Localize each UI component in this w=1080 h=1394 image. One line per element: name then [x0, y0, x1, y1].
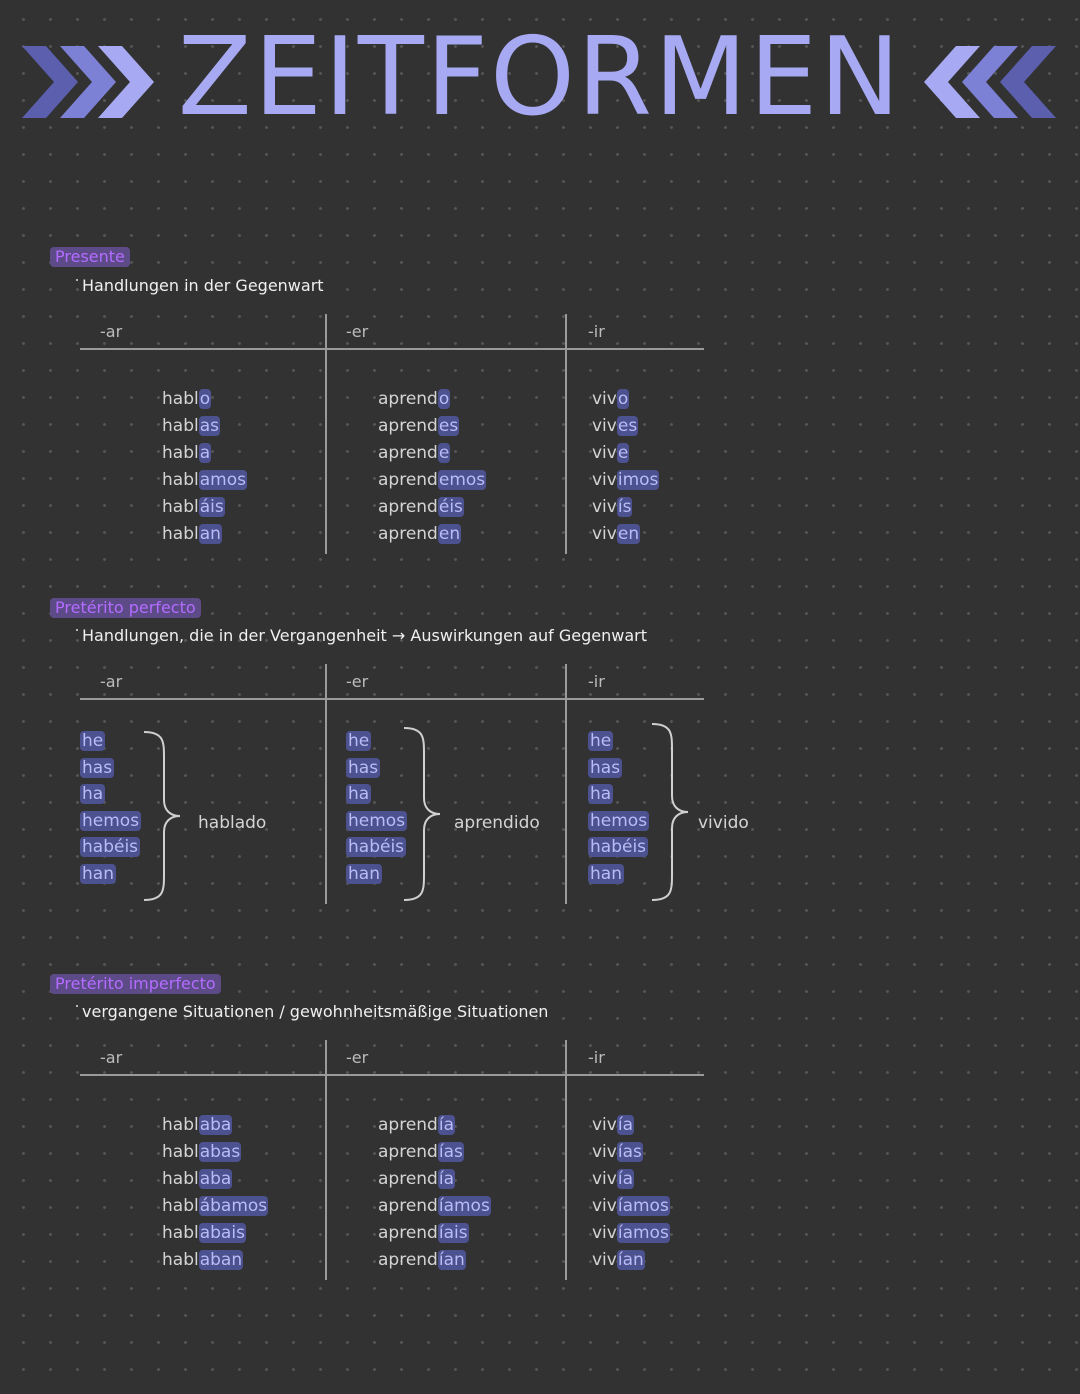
section-description-preterito-perfecto: Handlungen, die in der Vergangenheit → Auswirkungen auf Gegenwart — [82, 626, 648, 645]
column-ar — [162, 386, 247, 548]
verb-stem: aprend — [378, 1250, 438, 1270]
verb-stem: viv — [592, 497, 617, 517]
verb-ending: abas — [199, 1142, 241, 1162]
auxiliary-verb — [80, 808, 141, 835]
auxiliary-verb-text: hemos — [82, 810, 140, 831]
verb-stem: aprend — [378, 1115, 438, 1135]
auxiliary-verb — [80, 755, 141, 782]
conjugation-cell — [162, 521, 247, 548]
conjugation-cell — [378, 413, 486, 440]
conjugation-cell — [592, 440, 659, 467]
verb-stem: habl — [162, 416, 199, 436]
verb-stem: aprend — [378, 1223, 438, 1243]
verb-ending: e — [438, 443, 450, 463]
column-header-er: -er — [346, 672, 369, 691]
auxiliary-verb-text: hemos — [590, 810, 648, 831]
auxiliary-verb — [346, 834, 407, 861]
verb-stem: viv — [592, 1250, 617, 1270]
conjugation-cell — [592, 521, 659, 548]
auxiliary-verb — [80, 781, 141, 808]
verb-stem: aprend — [378, 497, 438, 517]
verb-ending: ías — [438, 1142, 463, 1162]
brace-icon — [402, 724, 446, 904]
verb-stem: viv — [592, 470, 617, 490]
conjugation-cell — [592, 1220, 670, 1247]
column-header-ar: -ar — [100, 1048, 123, 1067]
verb-stem: habl — [162, 1250, 199, 1270]
conjugation-cell — [162, 440, 247, 467]
conjugation-cell — [162, 413, 247, 440]
verb-ending: en — [617, 524, 640, 544]
verb-stem: habl — [162, 1142, 199, 1162]
auxiliary-verb-text: habéis — [82, 837, 139, 857]
verb-stem: aprend — [378, 443, 438, 463]
auxiliary-verb-text: has — [82, 757, 113, 778]
verb-stem: habl — [162, 1223, 199, 1243]
page-title: ZEITFORMEN — [177, 15, 903, 140]
verb-ending: es — [438, 416, 459, 436]
verb-stem: viv — [592, 1223, 617, 1243]
conjugation-cell — [378, 440, 486, 467]
auxiliary-verb-text: habéis — [590, 837, 647, 857]
conjugation-cell — [592, 494, 659, 521]
verb-ending: as — [199, 416, 219, 436]
auxiliary-verb-text: ha — [590, 784, 612, 804]
verb-stem: viv — [592, 1115, 617, 1135]
conjugation-cell — [592, 467, 659, 494]
verb-stem: habl — [162, 497, 199, 517]
verb-ending: amos — [199, 470, 246, 490]
verb-stem: aprend — [378, 1169, 438, 1189]
auxiliary-verb — [588, 781, 649, 808]
verb-stem: viv — [592, 524, 617, 544]
auxiliary-verb-text: has — [590, 757, 621, 778]
auxiliary-verb-text: han — [348, 863, 380, 884]
verb-ending: imos — [617, 470, 659, 490]
verb-ending: ía — [617, 1115, 633, 1135]
verb-ending: ís — [617, 497, 632, 517]
participle-ar: hablado — [198, 813, 267, 833]
column-er — [378, 386, 486, 548]
verb-stem: viv — [592, 1142, 617, 1162]
verb-stem: aprend — [378, 1196, 438, 1216]
auxiliary-verb — [346, 755, 407, 782]
auxiliary-list-ar — [80, 728, 141, 887]
verb-stem: aprend — [378, 389, 438, 409]
verb-ending: ía — [438, 1169, 454, 1189]
title-row — [0, 15, 1080, 140]
column-divider — [325, 314, 327, 554]
conjugation-cell — [162, 1139, 268, 1166]
auxiliary-verb — [346, 781, 407, 808]
auxiliary-verb-text: han — [82, 863, 114, 884]
table-divider — [80, 348, 704, 350]
verb-ending: ían — [438, 1250, 465, 1270]
conjugation-cell — [378, 494, 486, 521]
auxiliary-verb-text: ha — [82, 784, 104, 804]
column-divider — [565, 314, 567, 554]
verb-ending: aba — [199, 1169, 232, 1189]
conjugation-table-preterito-perfecto — [80, 672, 749, 912]
column-header-ir: -ir — [588, 1048, 605, 1067]
verb-stem: habl — [162, 389, 199, 409]
verb-stem: habl — [162, 1115, 199, 1135]
conjugation-cell — [378, 521, 486, 548]
auxiliary-list-er — [346, 728, 407, 887]
auxiliary-verb — [346, 728, 407, 755]
conjugation-cell — [592, 386, 659, 413]
verb-stem: habl — [162, 470, 199, 490]
conjugation-cell — [162, 1220, 268, 1247]
verb-ending: íamos — [617, 1223, 669, 1243]
conjugation-cell — [162, 386, 247, 413]
verb-ending: an — [199, 524, 221, 544]
verb-stem: viv — [592, 1196, 617, 1216]
auxiliary-verb — [80, 861, 141, 888]
conjugation-cell — [162, 1193, 268, 1220]
auxiliary-verb — [588, 861, 649, 888]
participle-er: aprendido — [454, 813, 540, 833]
column-header-ir: -ir — [588, 672, 605, 691]
column-ir — [592, 1112, 670, 1274]
verb-ending: íais — [438, 1223, 468, 1243]
verb-ending: ía — [438, 1115, 454, 1135]
auxiliary-verb-text: has — [348, 757, 379, 778]
verb-stem: aprend — [378, 1142, 438, 1162]
auxiliary-verb-text: hemos — [348, 810, 406, 831]
verb-ending: o — [199, 389, 211, 409]
table-divider — [80, 698, 704, 700]
verb-ending: íamos — [617, 1196, 669, 1216]
verb-stem: viv — [592, 1169, 617, 1189]
auxiliary-verb — [588, 808, 649, 835]
verb-stem: aprend — [378, 470, 438, 490]
verb-stem: aprend — [378, 416, 438, 436]
verb-ending: íamos — [438, 1196, 490, 1216]
conjugation-cell — [378, 1247, 491, 1274]
auxiliary-verb-text: ha — [348, 784, 370, 804]
column-header-er: -er — [346, 322, 369, 341]
brace-icon — [650, 720, 694, 904]
conjugation-cell — [592, 413, 659, 440]
verb-ending: ías — [617, 1142, 642, 1162]
conjugation-cell — [592, 1247, 670, 1274]
verb-ending: ía — [617, 1169, 633, 1189]
verb-stem: habl — [162, 1169, 199, 1189]
verb-ending: o — [617, 389, 629, 409]
conjugation-cell — [378, 1220, 491, 1247]
auxiliary-verb — [588, 755, 649, 782]
verb-ending: ían — [617, 1250, 644, 1270]
auxiliary-verb — [588, 834, 649, 861]
verb-stem: habl — [162, 1196, 199, 1216]
section-description-preterito-imperfecto: vergangene Situationen / gewohnheitsmäßige Situationen — [82, 1002, 549, 1021]
auxiliary-verb — [588, 728, 649, 755]
verb-ending: o — [438, 389, 450, 409]
conjugation-cell — [162, 1247, 268, 1274]
verb-ending: áis — [199, 497, 224, 517]
section-title-preterito-imperfecto: Pretérito imperfecto — [50, 974, 221, 994]
conjugation-cell — [592, 1193, 670, 1220]
column-er — [378, 1112, 491, 1274]
column-ir — [592, 386, 659, 548]
column-header-er: -er — [346, 1048, 369, 1067]
auxiliary-verb — [346, 861, 407, 888]
verb-ending: aban — [199, 1250, 243, 1270]
conjugation-cell — [378, 386, 486, 413]
conjugation-cell — [162, 494, 247, 521]
chevron-left-icon — [918, 40, 1058, 124]
conjugation-cell — [592, 1139, 670, 1166]
verb-ending: éis — [438, 497, 463, 517]
conjugation-table-presente — [80, 322, 704, 562]
verb-ending: abais — [199, 1223, 245, 1243]
column-ar — [162, 1112, 268, 1274]
verb-stem: aprend — [378, 524, 438, 544]
verb-stem: viv — [592, 416, 617, 436]
conjugation-cell — [592, 1112, 670, 1139]
conjugation-cell — [378, 1166, 491, 1193]
column-header-ar: -ar — [100, 672, 123, 691]
conjugation-table-preterito-imperfecto — [80, 1048, 704, 1288]
auxiliary-verb-text: he — [82, 731, 104, 751]
conjugation-cell — [162, 1166, 268, 1193]
verb-stem: viv — [592, 389, 617, 409]
section-title-preterito-perfecto: Pretérito perfecto — [50, 598, 201, 618]
column-divider — [565, 1040, 567, 1280]
column-divider — [325, 1040, 327, 1280]
verb-ending: a — [199, 443, 211, 463]
brace-icon — [142, 728, 186, 904]
participle-ir: vivido — [698, 813, 749, 833]
auxiliary-verb-text: he — [590, 731, 612, 751]
verb-stem: viv — [592, 443, 617, 463]
conjugation-cell — [378, 1193, 491, 1220]
verb-ending: ábamos — [199, 1196, 268, 1216]
auxiliary-verb — [80, 834, 141, 861]
section-description-presente: Handlungen in der Gegenwart — [82, 276, 324, 295]
column-divider — [325, 664, 327, 904]
verb-ending: emos — [438, 470, 486, 490]
conjugation-cell — [592, 1166, 670, 1193]
conjugation-cell — [162, 1112, 268, 1139]
column-header-ir: -ir — [588, 322, 605, 341]
column-header-ar: -ar — [100, 322, 123, 341]
column-divider — [565, 664, 567, 904]
conjugation-cell — [378, 1112, 491, 1139]
auxiliary-list-ir — [588, 728, 649, 887]
conjugation-cell — [378, 1139, 491, 1166]
auxiliary-verb-text: habéis — [348, 837, 405, 857]
chevron-right-icon — [20, 40, 160, 124]
auxiliary-verb — [346, 808, 407, 835]
verb-ending: es — [617, 416, 638, 436]
verb-ending: e — [617, 443, 629, 463]
verb-ending: aba — [199, 1115, 232, 1135]
verb-stem: habl — [162, 524, 199, 544]
auxiliary-verb-text: han — [590, 863, 622, 884]
auxiliary-verb — [80, 728, 141, 755]
conjugation-cell — [378, 467, 486, 494]
verb-ending: en — [438, 524, 461, 544]
table-divider — [80, 1074, 704, 1076]
verb-stem: habl — [162, 443, 199, 463]
section-title-presente: Presente — [50, 247, 130, 267]
auxiliary-verb-text: he — [348, 731, 370, 751]
conjugation-cell — [162, 467, 247, 494]
